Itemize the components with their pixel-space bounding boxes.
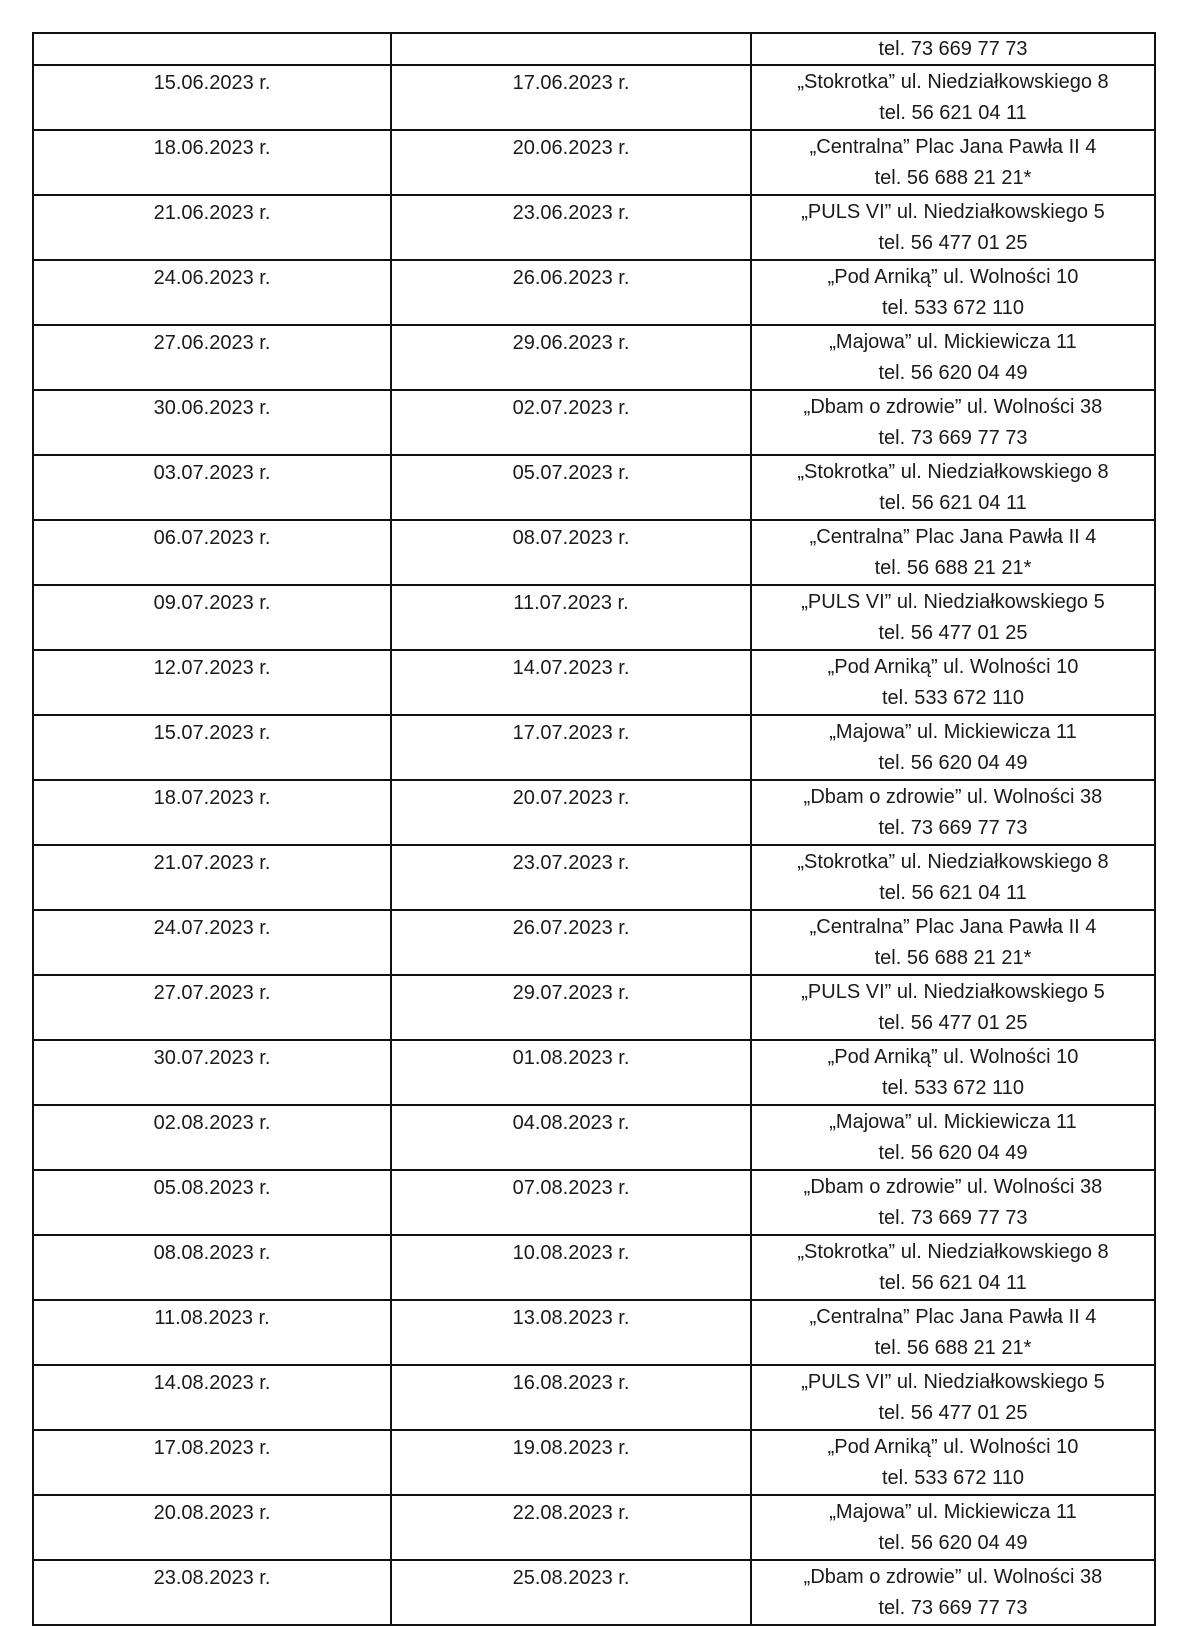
to-date-text: 13.08.2023 r. <box>512 1307 630 1329</box>
pharmacy-phone: tel. 56 621 04 11 <box>879 882 1027 904</box>
table-row <box>33 1105 1155 1170</box>
to-date-text: 23.07.2023 r. <box>512 852 630 874</box>
to-date-text: 10.08.2023 r. <box>512 1242 630 1264</box>
table-row <box>33 195 1155 260</box>
pharmacy-name-address: „Pod Arniką” ul. Wolności 10 <box>827 1436 1079 1458</box>
pharmacy-name-address: „Pod Arniką” ul. Wolności 10 <box>827 1046 1079 1068</box>
from-date-text: 08.08.2023 r. <box>153 1242 271 1264</box>
pharmacy-phone: tel. 56 688 21 21* <box>874 947 1032 969</box>
cell-pharmacy <box>751 845 1155 910</box>
pharmacy-name-address: „Stokrotka” ul. Niedziałkowskiego 8 <box>797 461 1109 483</box>
cell-pharmacy <box>751 65 1155 130</box>
pharmacy-name-address: „Stokrotka” ul. Niedziałkowskiego 8 <box>797 1241 1109 1263</box>
table-row <box>33 715 1155 780</box>
to-date-text: 11.07.2023 r. <box>513 592 629 614</box>
cell-from-date <box>33 975 391 1040</box>
pharmacy-name-address: „Stokrotka” ul. Niedziałkowskiego 8 <box>797 851 1109 873</box>
cell-to-date <box>391 65 751 130</box>
table-row <box>33 910 1155 975</box>
pharmacy-name-address: „Centralna” Plac Jana Pawła II 4 <box>809 526 1097 548</box>
cell-pharmacy <box>751 390 1155 455</box>
from-date-text: 02.08.2023 r. <box>153 1112 271 1134</box>
cell-from-date <box>33 260 391 325</box>
to-date-text: 29.06.2023 r. <box>512 332 630 354</box>
cell-to-date <box>391 1430 751 1495</box>
to-date-text: 22.08.2023 r. <box>512 1502 630 1524</box>
to-date-text: 07.08.2023 r. <box>512 1177 630 1199</box>
table-row <box>33 845 1155 910</box>
cell-pharmacy <box>751 33 1155 65</box>
from-date-text: 15.07.2023 r. <box>153 722 271 744</box>
pharmacy-phone: tel. 73 669 77 73 <box>878 38 1028 60</box>
cell-pharmacy <box>751 130 1155 195</box>
to-date-text: 25.08.2023 r. <box>512 1567 630 1589</box>
table-row <box>33 1235 1155 1300</box>
to-date-text: 04.08.2023 r. <box>512 1112 630 1134</box>
cell-to-date <box>391 1300 751 1365</box>
to-date-text: 16.08.2023 r. <box>512 1372 630 1394</box>
cell-pharmacy <box>751 715 1155 780</box>
table-row <box>33 650 1155 715</box>
cell-to-date <box>391 390 751 455</box>
pharmacy-phone: tel. 73 669 77 73 <box>878 1207 1028 1229</box>
pharmacy-name-address: „Stokrotka” ul. Niedziałkowskiego 8 <box>797 71 1109 93</box>
cell-from-date <box>33 1105 391 1170</box>
cell-to-date <box>391 195 751 260</box>
pharmacy-phone: tel. 73 669 77 73 <box>878 427 1028 449</box>
cell-from-date <box>33 1235 391 1300</box>
cell-to-date <box>391 975 751 1040</box>
cell-to-date <box>391 780 751 845</box>
pharmacy-name-address: „Centralna” Plac Jana Pawła II 4 <box>809 916 1097 938</box>
schedule-table-body <box>33 33 1155 1625</box>
to-date-text: 08.07.2023 r. <box>512 527 630 549</box>
pharmacy-name-address: „Centralna” Plac Jana Pawła II 4 <box>809 1306 1097 1328</box>
cell-from-date <box>33 325 391 390</box>
cell-to-date <box>391 1105 751 1170</box>
table-row <box>33 520 1155 585</box>
pharmacy-phone: tel. 56 477 01 25 <box>878 622 1028 644</box>
pharmacy-phone: tel. 56 621 04 11 <box>879 492 1027 514</box>
from-date-text: 11.08.2023 r. <box>154 1307 270 1329</box>
pharmacy-name-address: „Dbam o zdrowie” ul. Wolności 38 <box>803 786 1103 808</box>
cell-to-date <box>391 1560 751 1625</box>
cell-from-date <box>33 390 391 455</box>
pharmacy-phone: tel. 533 672 110 <box>882 1077 1024 1099</box>
pharmacy-name-address: „Majowa” ul. Mickiewicza 11 <box>829 721 1077 743</box>
cell-to-date <box>391 715 751 780</box>
table-row <box>33 1495 1155 1560</box>
cell-to-date <box>391 585 751 650</box>
table-row <box>33 975 1155 1040</box>
cell-to-date <box>391 910 751 975</box>
cell-to-date <box>391 1170 751 1235</box>
pharmacy-phone: tel. 56 620 04 49 <box>878 1532 1028 1554</box>
cell-to-date <box>391 455 751 520</box>
from-date-text: 27.07.2023 r. <box>153 982 271 1004</box>
to-date-text: 23.06.2023 r. <box>512 202 630 224</box>
pharmacy-phone: tel. 56 688 21 21* <box>874 1337 1032 1359</box>
pharmacy-phone: tel. 56 620 04 49 <box>878 1142 1028 1164</box>
cell-from-date <box>33 910 391 975</box>
cell-from-date <box>33 195 391 260</box>
cell-from-date <box>33 455 391 520</box>
cell-from-date <box>33 33 391 65</box>
cell-pharmacy <box>751 1235 1155 1300</box>
cell-to-date <box>391 1040 751 1105</box>
cell-from-date <box>33 130 391 195</box>
pharmacy-phone: tel. 56 688 21 21* <box>874 167 1032 189</box>
from-date-text: 23.08.2023 r. <box>153 1567 271 1589</box>
from-date-text: 03.07.2023 r. <box>153 462 271 484</box>
from-date-text: 18.07.2023 r. <box>153 787 271 809</box>
table-row <box>33 325 1155 390</box>
pharmacy-name-address: „Dbam o zdrowie” ul. Wolności 38 <box>803 1566 1103 1588</box>
cell-to-date <box>391 650 751 715</box>
pharmacy-name-address: „Majowa” ul. Mickiewicza 11 <box>829 1111 1077 1133</box>
from-date-text: 14.08.2023 r. <box>153 1372 271 1394</box>
cell-from-date <box>33 1170 391 1235</box>
cell-from-date <box>33 715 391 780</box>
to-date-text: 29.07.2023 r. <box>512 982 630 1004</box>
cell-from-date <box>33 65 391 130</box>
cell-from-date <box>33 650 391 715</box>
cell-pharmacy <box>751 1495 1155 1560</box>
table-row <box>33 1040 1155 1105</box>
cell-pharmacy <box>751 1430 1155 1495</box>
cell-to-date <box>391 130 751 195</box>
cell-pharmacy <box>751 975 1155 1040</box>
cell-from-date <box>33 1365 391 1430</box>
cell-pharmacy <box>751 650 1155 715</box>
to-date-text: 17.07.2023 r. <box>512 722 630 744</box>
cell-to-date <box>391 1235 751 1300</box>
pharmacy-phone: tel. 533 672 110 <box>882 687 1024 709</box>
from-date-text: 21.06.2023 r. <box>153 202 271 224</box>
table-row <box>33 1560 1155 1625</box>
from-date-text: 24.07.2023 r. <box>153 917 271 939</box>
pharmacy-phone: tel. 73 669 77 73 <box>878 1597 1028 1619</box>
pharmacy-phone: tel. 56 621 04 11 <box>879 102 1027 124</box>
cell-from-date <box>33 1040 391 1105</box>
to-date-text: 14.07.2023 r. <box>512 657 630 679</box>
cell-pharmacy <box>751 1105 1155 1170</box>
pharmacy-phone: tel. 533 672 110 <box>882 297 1024 319</box>
to-date-text: 01.08.2023 r. <box>512 1047 630 1069</box>
pharmacy-name-address: „PULS VI” ul. Niedziałkowskiego 5 <box>801 201 1105 223</box>
pharmacy-phone: tel. 56 688 21 21* <box>874 557 1032 579</box>
cell-pharmacy <box>751 1560 1155 1625</box>
from-date-text: 24.06.2023 r. <box>153 267 271 289</box>
table-row <box>33 260 1155 325</box>
pharmacy-phone: tel. 56 621 04 11 <box>879 1272 1027 1294</box>
table-row <box>33 1300 1155 1365</box>
table-row <box>33 65 1155 130</box>
pharmacy-phone: tel. 56 620 04 49 <box>878 752 1028 774</box>
pharmacy-phone: tel. 56 477 01 25 <box>878 1012 1028 1034</box>
to-date-text: 20.07.2023 r. <box>512 787 630 809</box>
pharmacy-phone: tel. 73 669 77 73 <box>878 817 1028 839</box>
to-date-text: 26.07.2023 r. <box>512 917 630 939</box>
table-row <box>33 1170 1155 1235</box>
table-row <box>33 585 1155 650</box>
cell-to-date <box>391 1365 751 1430</box>
pharmacy-name-address: „Centralna” Plac Jana Pawła II 4 <box>809 136 1097 158</box>
pharmacy-phone: tel. 56 477 01 25 <box>878 232 1028 254</box>
cell-from-date <box>33 1430 391 1495</box>
table-row <box>33 390 1155 455</box>
pharmacy-name-address: „Dbam o zdrowie” ul. Wolności 38 <box>803 396 1103 418</box>
from-date-text: 09.07.2023 r. <box>153 592 271 614</box>
cell-pharmacy <box>751 1040 1155 1105</box>
table-row <box>33 1365 1155 1430</box>
cell-from-date <box>33 585 391 650</box>
table-row <box>33 1430 1155 1495</box>
to-date-text: 20.06.2023 r. <box>512 137 630 159</box>
pharmacy-name-address: „Majowa” ul. Mickiewicza 11 <box>829 331 1077 353</box>
cell-pharmacy <box>751 585 1155 650</box>
pharmacy-name-address: „Pod Arniką” ul. Wolności 10 <box>827 266 1079 288</box>
cell-to-date <box>391 520 751 585</box>
from-date-text: 20.08.2023 r. <box>153 1502 271 1524</box>
cell-pharmacy <box>751 1300 1155 1365</box>
cell-pharmacy <box>751 455 1155 520</box>
cell-to-date <box>391 33 751 65</box>
from-date-text: 18.06.2023 r. <box>153 137 271 159</box>
from-date-text: 30.06.2023 r. <box>153 397 271 419</box>
pharmacy-phone: tel. 56 477 01 25 <box>878 1402 1028 1424</box>
pharmacy-phone: tel. 56 620 04 49 <box>878 362 1028 384</box>
from-date-text: 15.06.2023 r. <box>153 72 271 94</box>
cell-pharmacy <box>751 260 1155 325</box>
to-date-text: 17.06.2023 r. <box>512 72 630 94</box>
to-date-text: 02.07.2023 r. <box>512 397 630 419</box>
from-date-text: 06.07.2023 r. <box>153 527 271 549</box>
from-date-text: 12.07.2023 r. <box>153 657 271 679</box>
cell-from-date <box>33 520 391 585</box>
pharmacy-name-address: „PULS VI” ul. Niedziałkowskiego 5 <box>801 591 1105 613</box>
to-date-text: 26.06.2023 r. <box>512 267 630 289</box>
cell-from-date <box>33 1560 391 1625</box>
pharmacy-name-address: „PULS VI” ul. Niedziałkowskiego 5 <box>801 981 1105 1003</box>
table-row <box>33 780 1155 845</box>
cell-to-date <box>391 845 751 910</box>
from-date-text: 27.06.2023 r. <box>153 332 271 354</box>
cell-pharmacy <box>751 325 1155 390</box>
pharmacy-name-address: „Majowa” ul. Mickiewicza 11 <box>829 1501 1077 1523</box>
table-row <box>33 130 1155 195</box>
cell-pharmacy <box>751 520 1155 585</box>
pharmacy-name-address: „Dbam o zdrowie” ul. Wolności 38 <box>803 1176 1103 1198</box>
pharmacy-phone: tel. 533 672 110 <box>882 1467 1024 1489</box>
to-date-text: 19.08.2023 r. <box>512 1437 630 1459</box>
from-date-text: 21.07.2023 r. <box>153 852 271 874</box>
cell-to-date <box>391 1495 751 1560</box>
cell-from-date <box>33 780 391 845</box>
to-date-text: 05.07.2023 r. <box>512 462 630 484</box>
from-date-text: 30.07.2023 r. <box>153 1047 271 1069</box>
table-row-continued <box>33 33 1155 65</box>
cell-pharmacy <box>751 1365 1155 1430</box>
cell-from-date <box>33 1300 391 1365</box>
cell-pharmacy <box>751 195 1155 260</box>
table-row <box>33 455 1155 520</box>
cell-pharmacy <box>751 780 1155 845</box>
cell-pharmacy <box>751 1170 1155 1235</box>
cell-pharmacy <box>751 910 1155 975</box>
cell-to-date <box>391 325 751 390</box>
cell-to-date <box>391 260 751 325</box>
from-date-text: 17.08.2023 r. <box>153 1437 271 1459</box>
pharmacy-duty-schedule-table <box>32 32 1156 1626</box>
pharmacy-name-address: „PULS VI” ul. Niedziałkowskiego 5 <box>801 1371 1105 1393</box>
from-date-text: 05.08.2023 r. <box>153 1177 271 1199</box>
pharmacy-name-address: „Pod Arniką” ul. Wolności 10 <box>827 656 1079 678</box>
cell-from-date <box>33 1495 391 1560</box>
cell-from-date <box>33 845 391 910</box>
